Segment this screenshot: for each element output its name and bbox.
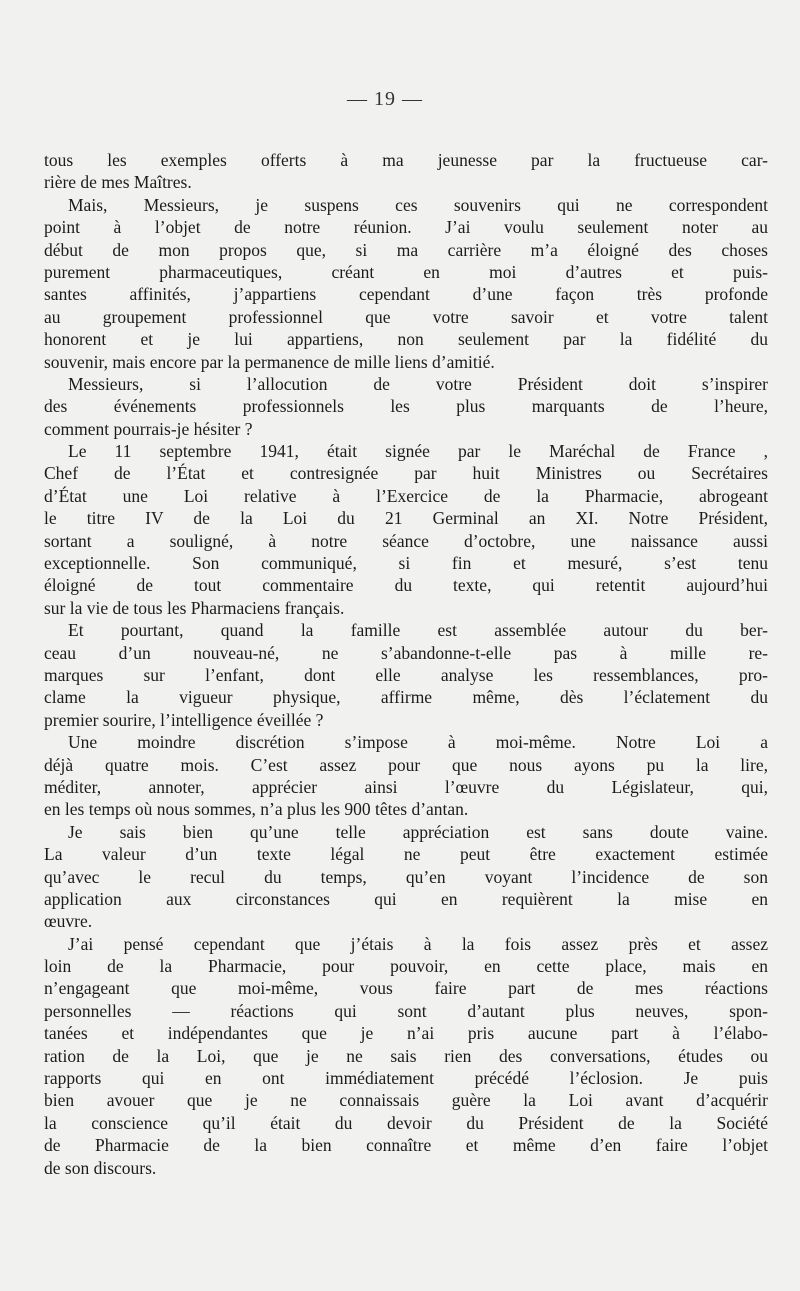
text-line: Et pourtant, quand la famille est assemblée autour du ber-	[68, 620, 768, 641]
text-line: santes affinités, j’appartiens cependant d’une façon très profonde	[44, 284, 768, 305]
text-line: déjà quatre mois. C’est assez pour que nous ayons pu la lire,	[44, 754, 768, 775]
text-line: point à l’objet de notre réunion. J’ai voulu seulement noter au	[44, 217, 768, 238]
text-line: le titre IV de la Loi du 21 Germinal an XI. Notre Président,	[44, 508, 768, 529]
text-line: personnelles — réactions qui sont d’autant plus neuves, spon-	[44, 1000, 768, 1021]
text-line: tanées et indépendantes que je n’ai pris aucune part à l’élabo-	[44, 1023, 768, 1044]
text-line: loin de la Pharmacie, pour pouvoir, en cette place, mais en	[44, 956, 768, 977]
text-line: en les temps où nous sommes, n’a plus les 900 têtes d’antan.	[44, 799, 469, 820]
text-line: éloigné de tout commentaire du texte, qui retentit aujourd’hui	[44, 575, 768, 596]
text-line: d’État une Loi relative à l’Exercice de la Pharmacie, abrogeant	[44, 485, 768, 506]
text-line: ration de la Loi, que je ne sais rien des conversations, études ou	[44, 1045, 768, 1066]
text-line: sur la vie de tous les Pharmaciens français.	[44, 597, 345, 618]
text-line: Le 11 septembre 1941, était signée par le Maréchal de France ,	[68, 441, 768, 462]
text-line: œuvre.	[44, 911, 93, 932]
text-line: La valeur d’un texte légal ne peut être exactement estimée	[44, 844, 768, 865]
body-text	[44, 149, 768, 1179]
text-line: Je sais bien qu’une telle appréciation est sans doute vaine.	[68, 821, 768, 842]
text-line: Une moindre discrétion s’impose à moi-même. Notre Loi a	[68, 732, 768, 753]
text-line: rière de mes Maîtres.	[44, 172, 192, 193]
text-line: des événements professionnels les plus marquants de l’heure,	[44, 396, 768, 417]
text-line: sortant a souligné, à notre séance d’octobre, une naissance aussi	[44, 530, 768, 551]
text-line: Chef de l’État et contresignée par huit Ministres ou Secrétaires	[44, 463, 768, 484]
text-line: ceau d’un nouveau-né, ne s’abandonne-t-elle pas à mille re-	[44, 642, 768, 663]
text-line: marques sur l’enfant, dont elle analyse les ressemblances, pro-	[44, 664, 768, 685]
text-line: début de mon propos que, si ma carrière m’a éloigné des choses	[44, 239, 768, 260]
text-line: bien avouer que je ne connaissais guère la Loi avant d’acquérir	[44, 1090, 768, 1111]
text-line: Messieurs, si l’allocution de votre Président doit s’inspirer	[68, 373, 768, 394]
text-line: purement pharmaceutiques, créant en moi d’autres et puis-	[44, 261, 768, 282]
text-line: de Pharmacie de la bien connaître et même d’en faire l’objet	[44, 1135, 768, 1156]
text-line: au groupement professionnel que votre savoir et votre talent	[44, 306, 768, 327]
text-line: tous les exemples offerts à ma jeunesse par la fructueuse car-	[44, 150, 768, 170]
text-line: clame la vigueur physique, affirme même, dès l’éclatement du	[44, 687, 768, 708]
text-line: n’engageant que moi-même, vous faire part de mes réactions	[44, 978, 768, 999]
text-line: méditer, annoter, apprécier ainsi l’œuvre du Législateur, qui,	[44, 776, 768, 797]
text-line: exceptionnelle. Son communiqué, si fin et mesuré, s’est tenu	[44, 553, 768, 574]
text-line: comment pourrais-je hésiter ?	[44, 418, 253, 439]
text-line: la conscience qu’il était du devoir du Président de la Société	[44, 1112, 768, 1133]
text-line: de son discours.	[44, 1157, 157, 1178]
text-line: J’ai pensé cependant que j’étais à la fois assez près et assez	[68, 933, 768, 954]
text-line: rapports qui en ont immédiatement précédé l’éclosion. Je puis	[44, 1068, 768, 1089]
text-line: souvenir, mais encore par la permanence de mille liens d’amitié.	[44, 351, 495, 372]
text-line: application aux circonstances qui en requièrent la mise en	[44, 888, 768, 909]
page-number: — 19 —	[347, 88, 423, 110]
text-line: Mais, Messieurs, je suspens ces souvenirs qui ne correspondent	[68, 194, 768, 215]
text-line: qu’avec le recul du temps, qu’en voyant l’incidence de son	[44, 866, 768, 887]
text-line: premier sourire, l’intelligence éveillée ?	[44, 709, 324, 730]
text-line: honorent et je lui appartiens, non seulement par la fidélité du	[44, 329, 768, 350]
